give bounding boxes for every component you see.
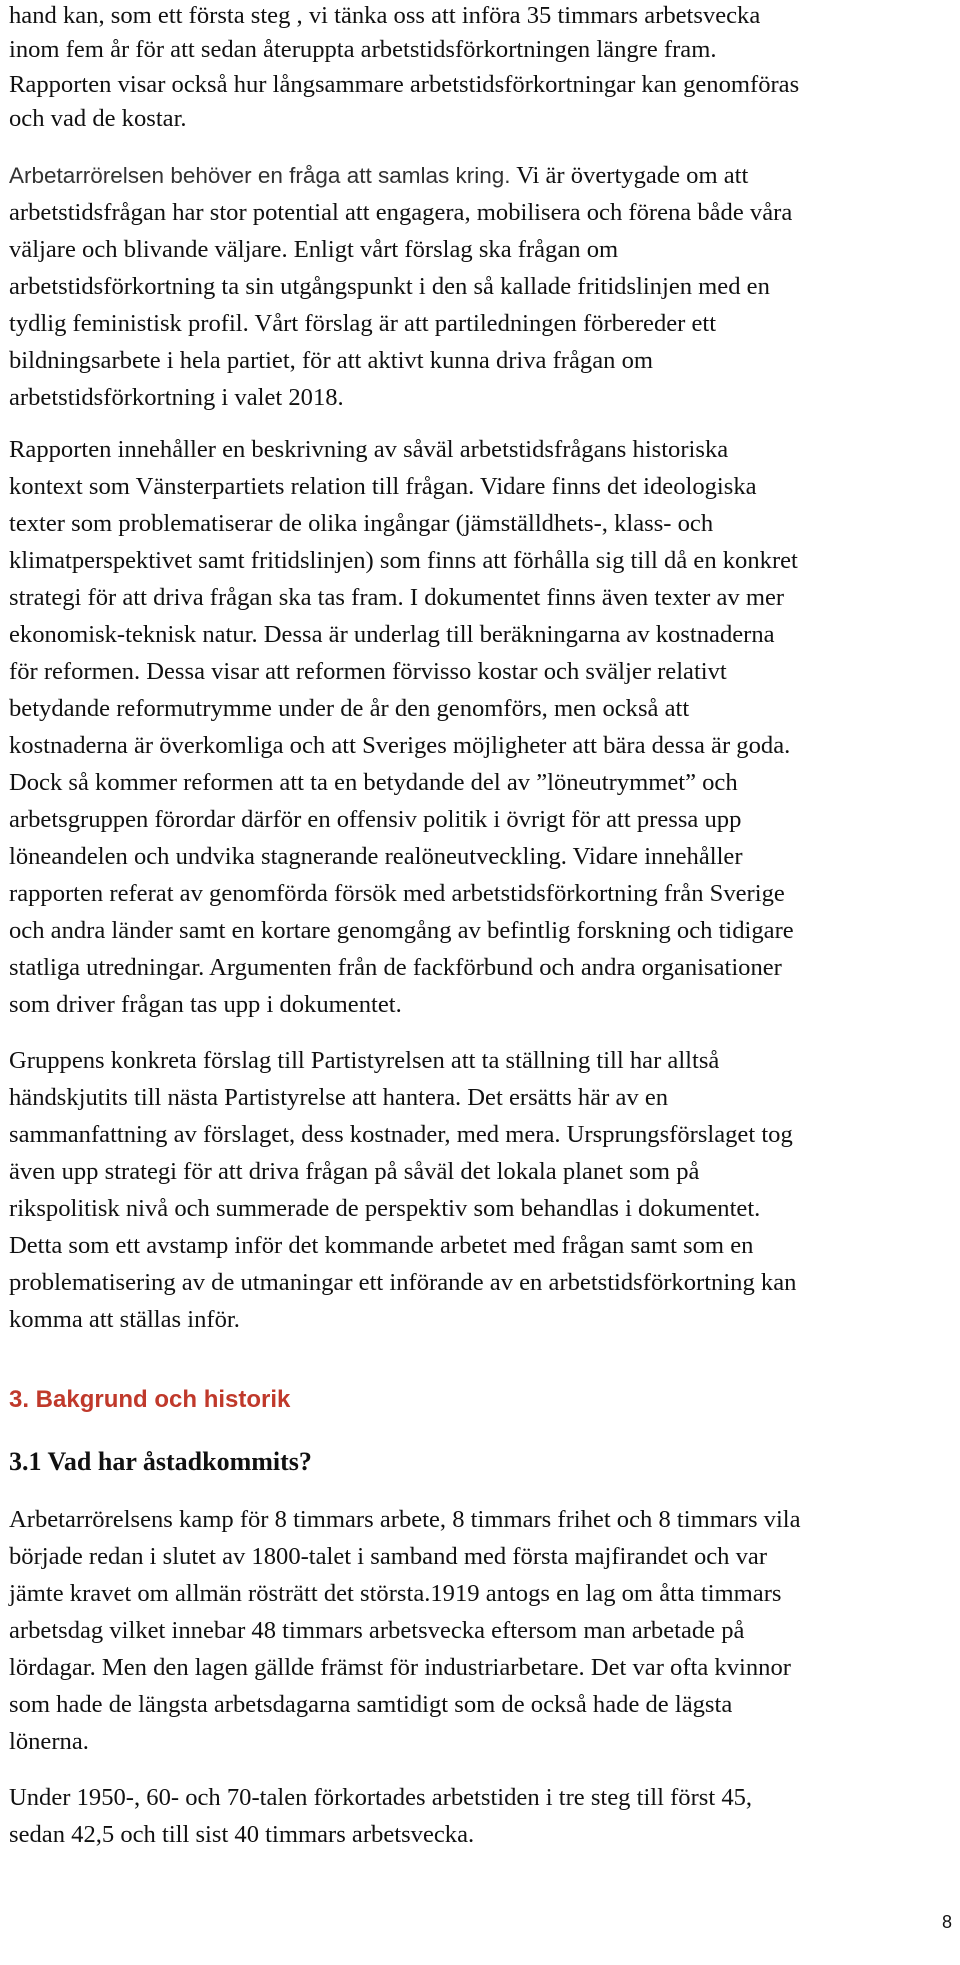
text-line: och andra länder samt en kortare genomgång av befintlig forskning och tidigare — [9, 917, 794, 944]
text-line: arbetstidsförkortning i valet 2018. — [9, 384, 344, 411]
text-line: jämte kravet om allmän rösträtt det största.1919 antogs en lag om åtta timmars — [9, 1580, 782, 1607]
text-line: betydande reformutrymme under de år den genomförs, men också att — [9, 695, 690, 722]
text-line: rikspolitisk nivå och summerade de perspektiv som behandlas i dokumentet. — [9, 1195, 761, 1222]
text-line: sedan 42,5 och till sist 40 timmars arbetsvecka. — [9, 1821, 475, 1848]
text-line: arbetstidsförkortning ta sin utgångspunkt i den så kallade fritidslinjen med en — [9, 273, 770, 300]
text-line: bildningsarbete i hela partiet, för att aktivt kunna driva frågan om — [9, 347, 654, 374]
text-fragment: Arbetarrörelsen behöver en fråga att samlas kring. — [9, 163, 511, 188]
section-heading: 3. Bakgrund och historik — [9, 1386, 291, 1413]
text-fragment: Vårt förslag är att partiledningen förbereder ett — [248, 310, 717, 337]
page-number: 8 — [941, 1912, 952, 1932]
text-line — [9, 305, 716, 342]
text-line: klimatperspektivet samt fritidslinjen) som finns att förhålla sig till då en konkret — [9, 547, 798, 574]
text-line — [9, 157, 748, 194]
text-line: problematisering av de utmaningar ett införande av en arbetstidsförkortning kan — [9, 1269, 797, 1296]
text-line: arbetsgruppen förordar därför en offensiv politik i övrigt för att pressa upp — [9, 806, 742, 833]
text-line: arbetstidsfrågan har stor potential att engagera, mobilisera och förena både våra — [9, 199, 793, 226]
text-line: Rapporten visar också hur långsammare arbetstidsförkortningar kan genomföras — [9, 71, 800, 98]
text-line: löneandelen och undvika stagnerande realöneutveckling. Vidare innehåller — [9, 843, 743, 870]
text-fragment: väljare och blivande väljare. — [9, 236, 288, 263]
text-line: lördagar. Men den lagen gällde främst för industriarbetare. Det var ofta kvinnor — [9, 1654, 791, 1681]
text-line: även upp strategi för att driva frågan på såväl det lokala planet som på — [9, 1158, 700, 1185]
text-line: hand kan, som ett första steg , vi tänka oss att införa 35 timmars arbetsvecka — [9, 2, 761, 29]
text-line: Under 1950-, 60- och 70-talen förkortades arbetstiden i tre steg till först 45, — [9, 1784, 753, 1811]
text-line: lönerna. — [9, 1728, 89, 1755]
text-line — [9, 231, 618, 268]
text-line: texter som problematiserar de olika ingångar (jämställdhets-, klass- och — [9, 510, 714, 537]
text-line: som hade de längsta arbetsdagarna samtidigt som de också hade de lägsta — [9, 1691, 733, 1718]
subsection-heading: 3.1 Vad har åstadkommits? — [9, 1447, 312, 1476]
text-line: sammanfattning av förslaget, dess kostnader, med mera. Ursprungsförslaget tog — [9, 1121, 793, 1148]
text-line: statliga utredningar. Argumenten från de fackförbund och andra organisationer — [9, 954, 782, 981]
text-line: kostnaderna är överkomliga och att Sveriges möjligheter att bära dessa är goda. — [9, 732, 791, 759]
text-line: Rapporten innehåller en beskrivning av såväl arbetstidsfrågans historiska — [9, 436, 729, 463]
text-line: för reformen. Dessa visar att reformen förvisso kostar och sväljer relativt — [9, 658, 727, 685]
text-line: komma att ställas inför. — [9, 1306, 240, 1333]
text-line: inom fem år för att sedan återuppta arbetstidsförkortningen längre fram. — [9, 36, 717, 63]
text-line: arbetsdag vilket innebar 48 timmars arbetsvecka eftersom man arbetade på — [9, 1617, 745, 1644]
text-line: Detta som ett avstamp inför det kommande arbetet med frågan samt som en — [9, 1232, 754, 1259]
text-line: och vad de kostar. — [9, 105, 187, 132]
text-fragment: tydlig feministisk profil. — [9, 310, 249, 337]
text-line: Arbetarrörelsens kamp för 8 timmars arbete, 8 timmars frihet och 8 timmars vila — [9, 1506, 801, 1533]
text-line: kontext som Vänsterpartiets relation till frågan. Vidare finns det ideologiska — [9, 473, 757, 500]
text-line: började redan i slutet av 1800-talet i samband med första majfirandet och var — [9, 1543, 768, 1570]
text-line: rapporten referat av genomförda försök med arbetstidsförkortning från Sverige — [9, 880, 785, 907]
text-fragment: Vi är övertygade om att — [510, 162, 749, 189]
text-fragment: Enligt vårt förslag ska frågan om — [287, 236, 619, 263]
text-line: ekonomisk-teknisk natur. Dessa är underlag till beräkningarna av kostnaderna — [9, 621, 775, 648]
text-line: Dock så kommer reformen att ta en betydande del av ”löneutrymmet” och — [9, 769, 738, 796]
text-line: strategi för att driva frågan ska tas fram. I dokumentet finns även texter av mer — [9, 584, 785, 611]
text-line: som driver frågan tas upp i dokumentet. — [9, 991, 402, 1018]
text-line: Gruppens konkreta förslag till Partistyrelsen att ta ställning till har alltså — [9, 1047, 720, 1074]
text-line: händskjutits till nästa Partistyrelse att hantera. Det ersätts här av en — [9, 1084, 669, 1111]
